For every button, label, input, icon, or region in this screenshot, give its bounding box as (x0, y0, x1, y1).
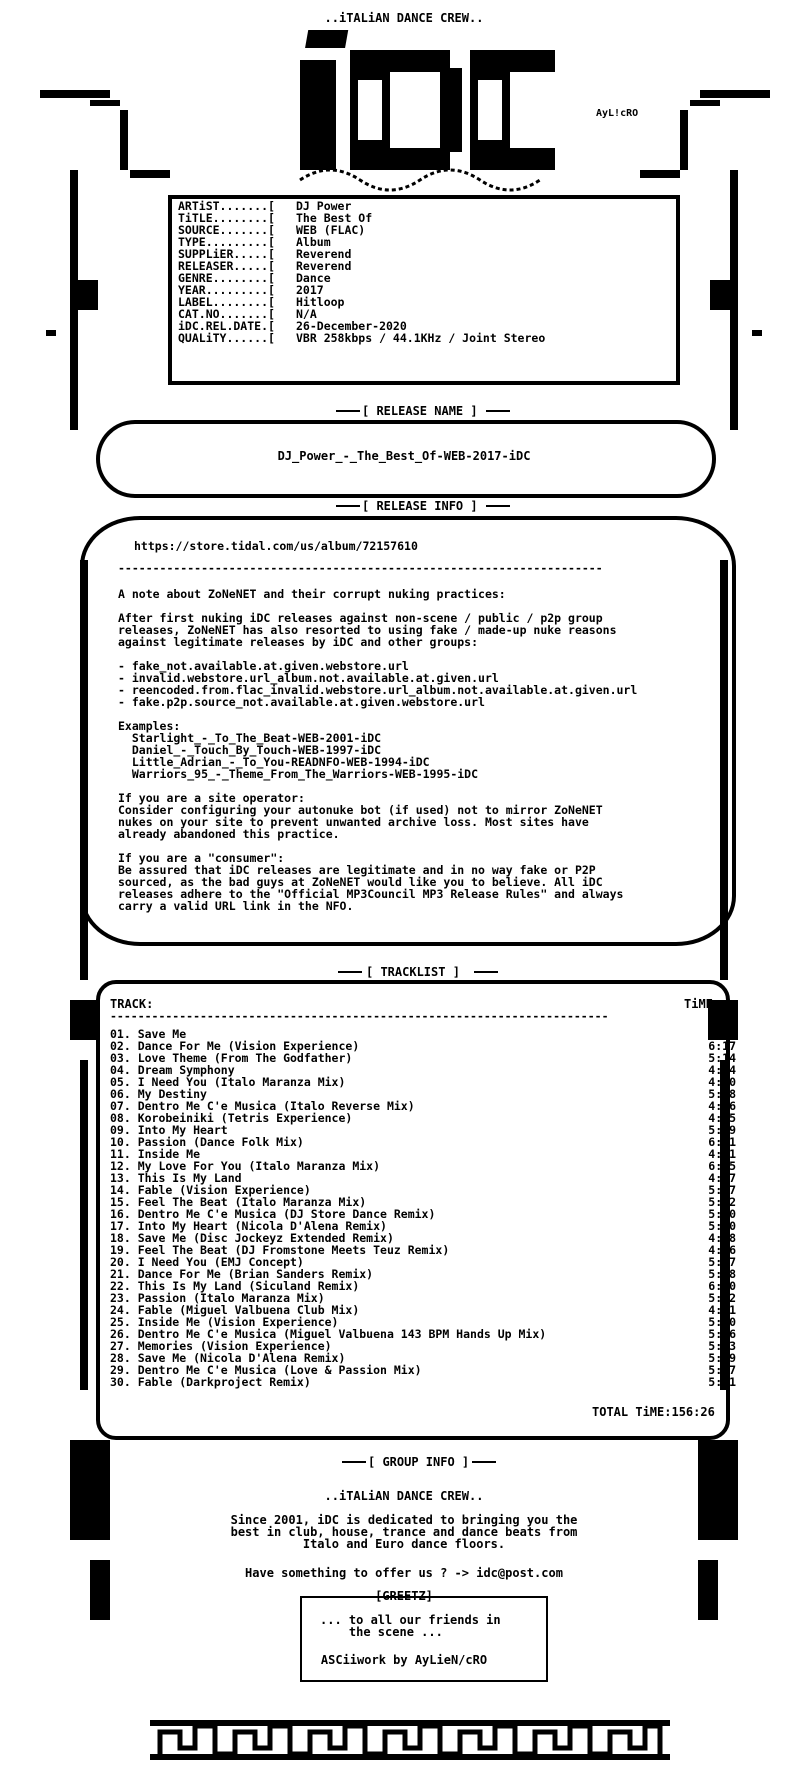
detail-value: The Best Of (296, 211, 373, 225)
detail-key: LABEL........[ (178, 295, 275, 309)
detail-value: Hitloop (296, 295, 345, 309)
track-title: 18. Save Me (Disc Jockeyz Extended Remix) (110, 1231, 394, 1245)
track-time: 6:20 (708, 1279, 736, 1293)
track-row (110, 1136, 736, 1148)
group-contact: Have something to offer us ? -> idc@post.com (245, 1566, 563, 1580)
track-time: 4:26 (708, 1099, 736, 1113)
detail-value: 2017 (296, 283, 324, 297)
footer-ornament (0, 1700, 808, 1770)
track-title: 27. Memories (Vision Experience) (110, 1339, 332, 1353)
track-title: 16. Dentro Me C'e Musica (DJ Store Dance Remix) (110, 1207, 436, 1221)
track-title: 15. Feel The Beat (Italo Maranza Mix) (110, 1195, 367, 1209)
time-column-label: TiME: (684, 997, 721, 1011)
track-time: 5:21 (708, 1375, 736, 1389)
detail-key: TiTLE........[ (178, 211, 275, 225)
detail-key: SUPPLiER.....[ (178, 247, 275, 261)
track-title: 05. I Need You (Italo Maranza Mix) (110, 1075, 346, 1089)
detail-value: 26-December-2020 (296, 319, 407, 333)
detail-key: YEAR.........[ (178, 283, 275, 297)
track-time: 5:50 (708, 1219, 736, 1233)
track-time: 5:14 (708, 1051, 736, 1065)
group-crew-title: ..iTALiAN DANCE CREW.. (324, 1489, 484, 1503)
tracklist-heading: [ TRACKLIST ] (366, 965, 460, 979)
track-title: 11. Inside Me (110, 1147, 201, 1161)
detail-key: QUALiTY......[ (178, 331, 275, 345)
store-url: https://store.tidal.com/us/album/72157610 (134, 539, 418, 553)
release-name-bar-left (336, 410, 360, 412)
tracklist-bar-right (474, 971, 498, 973)
track-title: 02. Dance For Me (Vision Experience) (110, 1039, 360, 1053)
track-time: 6:17 (708, 1039, 736, 1053)
track-time: 5:10 (708, 1207, 736, 1221)
detail-key: GENRE........[ (178, 271, 275, 285)
release-name-bar-right (486, 410, 510, 412)
track-time: 5:30 (708, 1315, 736, 1329)
site-operator-note: If you are a site operator: Consider configuring your autonuke bot (if used) not to mirror ZoNeNET nukes on your site to prevent unwanted archive loss. Most sites have already abandoned this practice. (118, 791, 603, 841)
tracklist-bar-left (338, 971, 362, 973)
track-title: 10. Passion (Dance Folk Mix) (110, 1135, 304, 1149)
track-title: 19. Feel The Beat (DJ Fromstone Meets Teuz Remix) (110, 1243, 450, 1257)
release-info-heading: [ RELEASE INFO ] (362, 499, 478, 513)
greetz-title: [GREETZ] (375, 1589, 433, 1603)
track-title: 03. Love Theme (From The Godfather) (110, 1051, 353, 1065)
group-info-heading: [ GROUP INFO ] (368, 1455, 470, 1469)
track-title: 21. Dance For Me (Brian Sanders Remix) (110, 1267, 374, 1281)
track-title: 20. I Need You (EMJ Concept) (110, 1255, 304, 1269)
track-time: 5:07 (708, 1255, 736, 1269)
track-title: 06. My Destiny (110, 1087, 207, 1101)
track-column-label: TRACK: (110, 997, 154, 1011)
track-title: 12. My Love For You (Italo Maranza Mix) (110, 1159, 381, 1173)
release-info-divider: ---------------------------------------------------------------------- (118, 561, 603, 575)
detail-key: CAT.NO.......[ (178, 307, 275, 321)
nuke-reasons-list: - fake_not.available.at.given.webstore.url - invalid.webstore.url_album.not.available.at.given.url - reencoded.from.flac_invalid.webstore.url_album.not.available.at.given.url - fake.p2p.source_not.available.at.given.webstore.url (118, 659, 638, 709)
track-time: 5:12 (708, 1291, 736, 1305)
track-time: 5:17 (708, 1363, 736, 1377)
track-title: 09. Into My Heart (110, 1123, 228, 1137)
release-details (178, 200, 666, 380)
detail-value: N/A (296, 307, 317, 321)
examples-list: Examples: Starlight_-_To_The_Beat-WEB-2001-iDC Daniel_-_Touch_By_Touch-WEB-1997-iDC Little_Adrian_-_To_You-READNFO-WEB-1994-iDC Warriors_95_-_Theme_From_The_Warriors-WEB-1995-iDC (118, 719, 479, 781)
detail-row (178, 332, 666, 344)
release-name-value: DJ_Power_-_The_Best_Of-WEB-2017-iDC (277, 449, 531, 463)
group-about: Since 2001, iDC is dedicated to bringing you the best in club, house, trance and dance beats from Italo and Euro dance floors. (230, 1513, 578, 1551)
track-title: 13. This Is My Land (110, 1171, 242, 1185)
track-time: 4:48 (708, 1231, 736, 1245)
track-title: 29. Dentro Me C'e Musica (Love & Passion Mix) (110, 1363, 422, 1377)
detail-value: WEB (FLAC) (296, 223, 366, 237)
detail-value: Dance (296, 271, 331, 285)
track-title: 28. Save Me (Nicola D'Alena Remix) (110, 1351, 346, 1365)
group-info-bar-left (342, 1461, 366, 1463)
detail-key: TYPE.........[ (178, 235, 275, 249)
track-time: 4:35 (708, 1111, 736, 1125)
track-time: 5:07 (708, 1183, 736, 1197)
track-title: 01. Save Me (110, 1027, 187, 1041)
detail-key: RELEASER.....[ (178, 259, 275, 273)
detail-value: Reverend (296, 247, 352, 261)
detail-value: Album (296, 235, 331, 249)
track-time: 5:19 (708, 1123, 736, 1137)
consumer-note: If you are a "consumer": Be assured that iDC releases are legitimate and in no way fake or P2P sourced, as the bad guys at ZoNeNET would like you to believe. All iDC releases adhere to the "Official MP3Council MP3 Release Rules" and always carry a valid URL link in the NFO. (118, 851, 624, 913)
greetz-box (300, 1596, 548, 1682)
release-info-bar-left (336, 505, 360, 507)
track-time: 4:46 (708, 1243, 736, 1257)
track-title: 04. Dream Symphony (110, 1063, 235, 1077)
release-info-bar-right (486, 505, 510, 507)
track-title: 08. Korobeiniki (Tetris Experience) (110, 1111, 353, 1125)
track-title: 22. This Is My Land (Siculand Remix) (110, 1279, 360, 1293)
ascii-credit: ASCiiwork by AyLieN/cRO (320, 1653, 488, 1667)
tracklist-divider: ------------------------------------------------------------------------ (110, 1009, 609, 1023)
track-time: 4:31 (708, 1147, 736, 1161)
track-list (110, 1028, 736, 1388)
group-info-bar-right (472, 1461, 496, 1463)
detail-key: SOURCE.......[ (178, 223, 275, 237)
track-time: 6:01 (708, 1135, 736, 1149)
track-time: 4:04 (708, 1063, 736, 1077)
detail-value: VBR 258kbps / 44.1KHz / Joint Stereo (296, 331, 546, 345)
release-name-heading: [ RELEASE NAME ] (362, 404, 478, 418)
detail-value: DJ Power (296, 199, 352, 213)
greetz-text: ... to all our friends in the scene ... (320, 1613, 501, 1639)
track-time: 4:50 (708, 1075, 736, 1089)
nuke-note-paragraph: After first nuking iDC releases against non-scene / public / p2p group releases, ZoNeNET has also resorted to using fake / made-up nuke reasons against legitimate releases by iDC and other groups: (118, 611, 617, 649)
detail-value: Reverend (296, 259, 352, 273)
track-title: 24. Fable (Miguel Valbuena Club Mix) (110, 1303, 360, 1317)
track-time: 4:37 (708, 1171, 736, 1185)
track-title: 25. Inside Me (Vision Experience) (110, 1315, 339, 1329)
track-title: 14. Fable (Vision Experience) (110, 1183, 311, 1197)
track-row (110, 1376, 736, 1388)
track-title: 17. Into My Heart (Nicola D'Alena Remix) (110, 1219, 387, 1233)
track-time: 5:28 (708, 1087, 736, 1101)
track-title: 07. Dentro Me C'e Musica (Italo Reverse Mix) (110, 1099, 415, 1113)
nuke-note-title: A note about ZoNeNET and their corrupt nuking practices: (118, 587, 506, 601)
detail-key: ARTiST.......[ (178, 199, 275, 213)
track-time: 5:12 (708, 1195, 736, 1209)
track-title: 23. Passion (Italo Maranza Mix) (110, 1291, 325, 1305)
track-time: 5:02 (708, 1027, 736, 1041)
total-time: TOTAL TiME:156:26 (592, 1405, 715, 1419)
track-time: 5:16 (708, 1327, 736, 1341)
detail-key: iDC.REL.DATE.[ (178, 319, 275, 333)
track-time: 5:39 (708, 1351, 736, 1365)
crew-title-top: ..iTALiAN DANCE CREW.. (324, 11, 484, 25)
track-time: 4:51 (708, 1303, 736, 1317)
track-time: 5:03 (708, 1339, 736, 1353)
track-title: 30. Fable (Darkproject Remix) (110, 1375, 311, 1389)
ascii-artist-credit: AyL!cRO (596, 108, 639, 119)
track-time: 5:18 (708, 1267, 736, 1281)
track-title: 26. Dentro Me C'e Musica (Miguel Valbuena 143 BPM Hands Up Mix) (110, 1327, 547, 1341)
track-time: 6:15 (708, 1159, 736, 1173)
